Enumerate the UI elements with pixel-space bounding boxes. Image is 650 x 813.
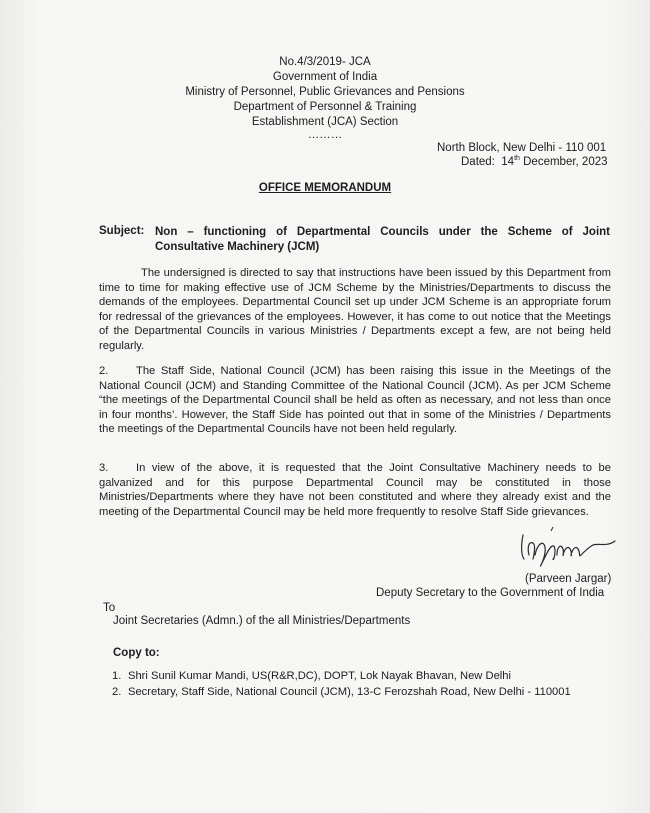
date-rest: December, 2023 (523, 156, 608, 168)
item-number: 1. (112, 670, 122, 682)
dated-label: Dated: (461, 156, 495, 168)
paragraph-2 (99, 364, 611, 437)
copy-to-list (112, 668, 571, 700)
file-number: No.4/3/2019- JCA (279, 56, 371, 68)
paragraph-number: 2. (99, 365, 109, 377)
paragraph-number: 3. (99, 462, 109, 474)
ministry-line: Ministry of Personnel, Public Grievances and Pensions (185, 86, 465, 98)
date-line (461, 155, 608, 169)
copy-to-item (112, 684, 571, 700)
copy-to-item (112, 668, 571, 684)
subject-label: Subject: (99, 225, 145, 237)
memo-title: OFFICE MEMORANDUM (258, 182, 392, 194)
signatory-designation: Deputy Secretary to the Government of India (376, 587, 605, 599)
item-text: Shri Sunil Kumar Mandi, US(R&R,DC), DOPT, Lok Nayak Bhavan, New Delhi (128, 670, 511, 682)
paragraph-2-text: The Staff Side, National Council (JCM) has been raising this issue in the Meetings of the National Council (JCM) and Standing Committee of the National Council (JCM). As per JCM Scheme “the meetings of the Departmental Council shall be held as often as necessary, and not less than once in four months’. However, the Staff Side has pointed out that in some of the Ministries / Departments the meetings of the Departmental Councils have not been held regularly. (99, 365, 611, 436)
handwritten-signature (515, 525, 625, 569)
copy-to-label: Copy to: (113, 647, 160, 659)
item-number: 2. (112, 686, 122, 698)
paragraph-3 (99, 461, 611, 519)
item-text: Secretary, Staff Side, National Council (JCM), 13-C Ferozshah Road, New Delhi - 110001 (128, 686, 571, 698)
paragraph-1: The undersigned is directed to say that instructions have been issued by this Department from time to time for making effective use of JCM Scheme by the Ministries/Departments to discuss the demands of the employees. Departmental Council set up under JCM Scheme is an appropriate forum for redressal of the grievances of the employees. However, it has come to out notice that the Meetings of the Departmental Councils in various Ministries / Departments except a few, are not being held regularly. (99, 267, 611, 352)
to-label: To (103, 602, 116, 614)
department-line: Department of Personnel & Training (233, 101, 417, 113)
date-suffix: th (514, 155, 520, 162)
to-recipient: Joint Secretaries (Admn.) of the all Ministries/Departments (113, 615, 411, 627)
section-line: Establishment (JCA) Section (251, 116, 399, 128)
government-line: Government of India (272, 71, 378, 83)
paragraph-3-text: In view of the above, it is requested that the Joint Consultative Machinery needs to be galvanized and for this purpose Departmental Council may be constituted in those Ministries/Departments where they have not been constituted and where they already exist and the meeting of the Departmental Council may be held more frequently to resolve Staff Side grievances. (99, 462, 611, 518)
subject-text: Non – functioning of Departmental Councils under the Scheme of Joint Consultative Machinery (JCM) (155, 226, 610, 253)
signatory-name: (Parveen Jargar) (525, 573, 612, 585)
header-dots: ……… (307, 129, 343, 141)
date-day: 14 (501, 156, 515, 168)
office-address: North Block, New Delhi - 110 001 (437, 142, 607, 154)
